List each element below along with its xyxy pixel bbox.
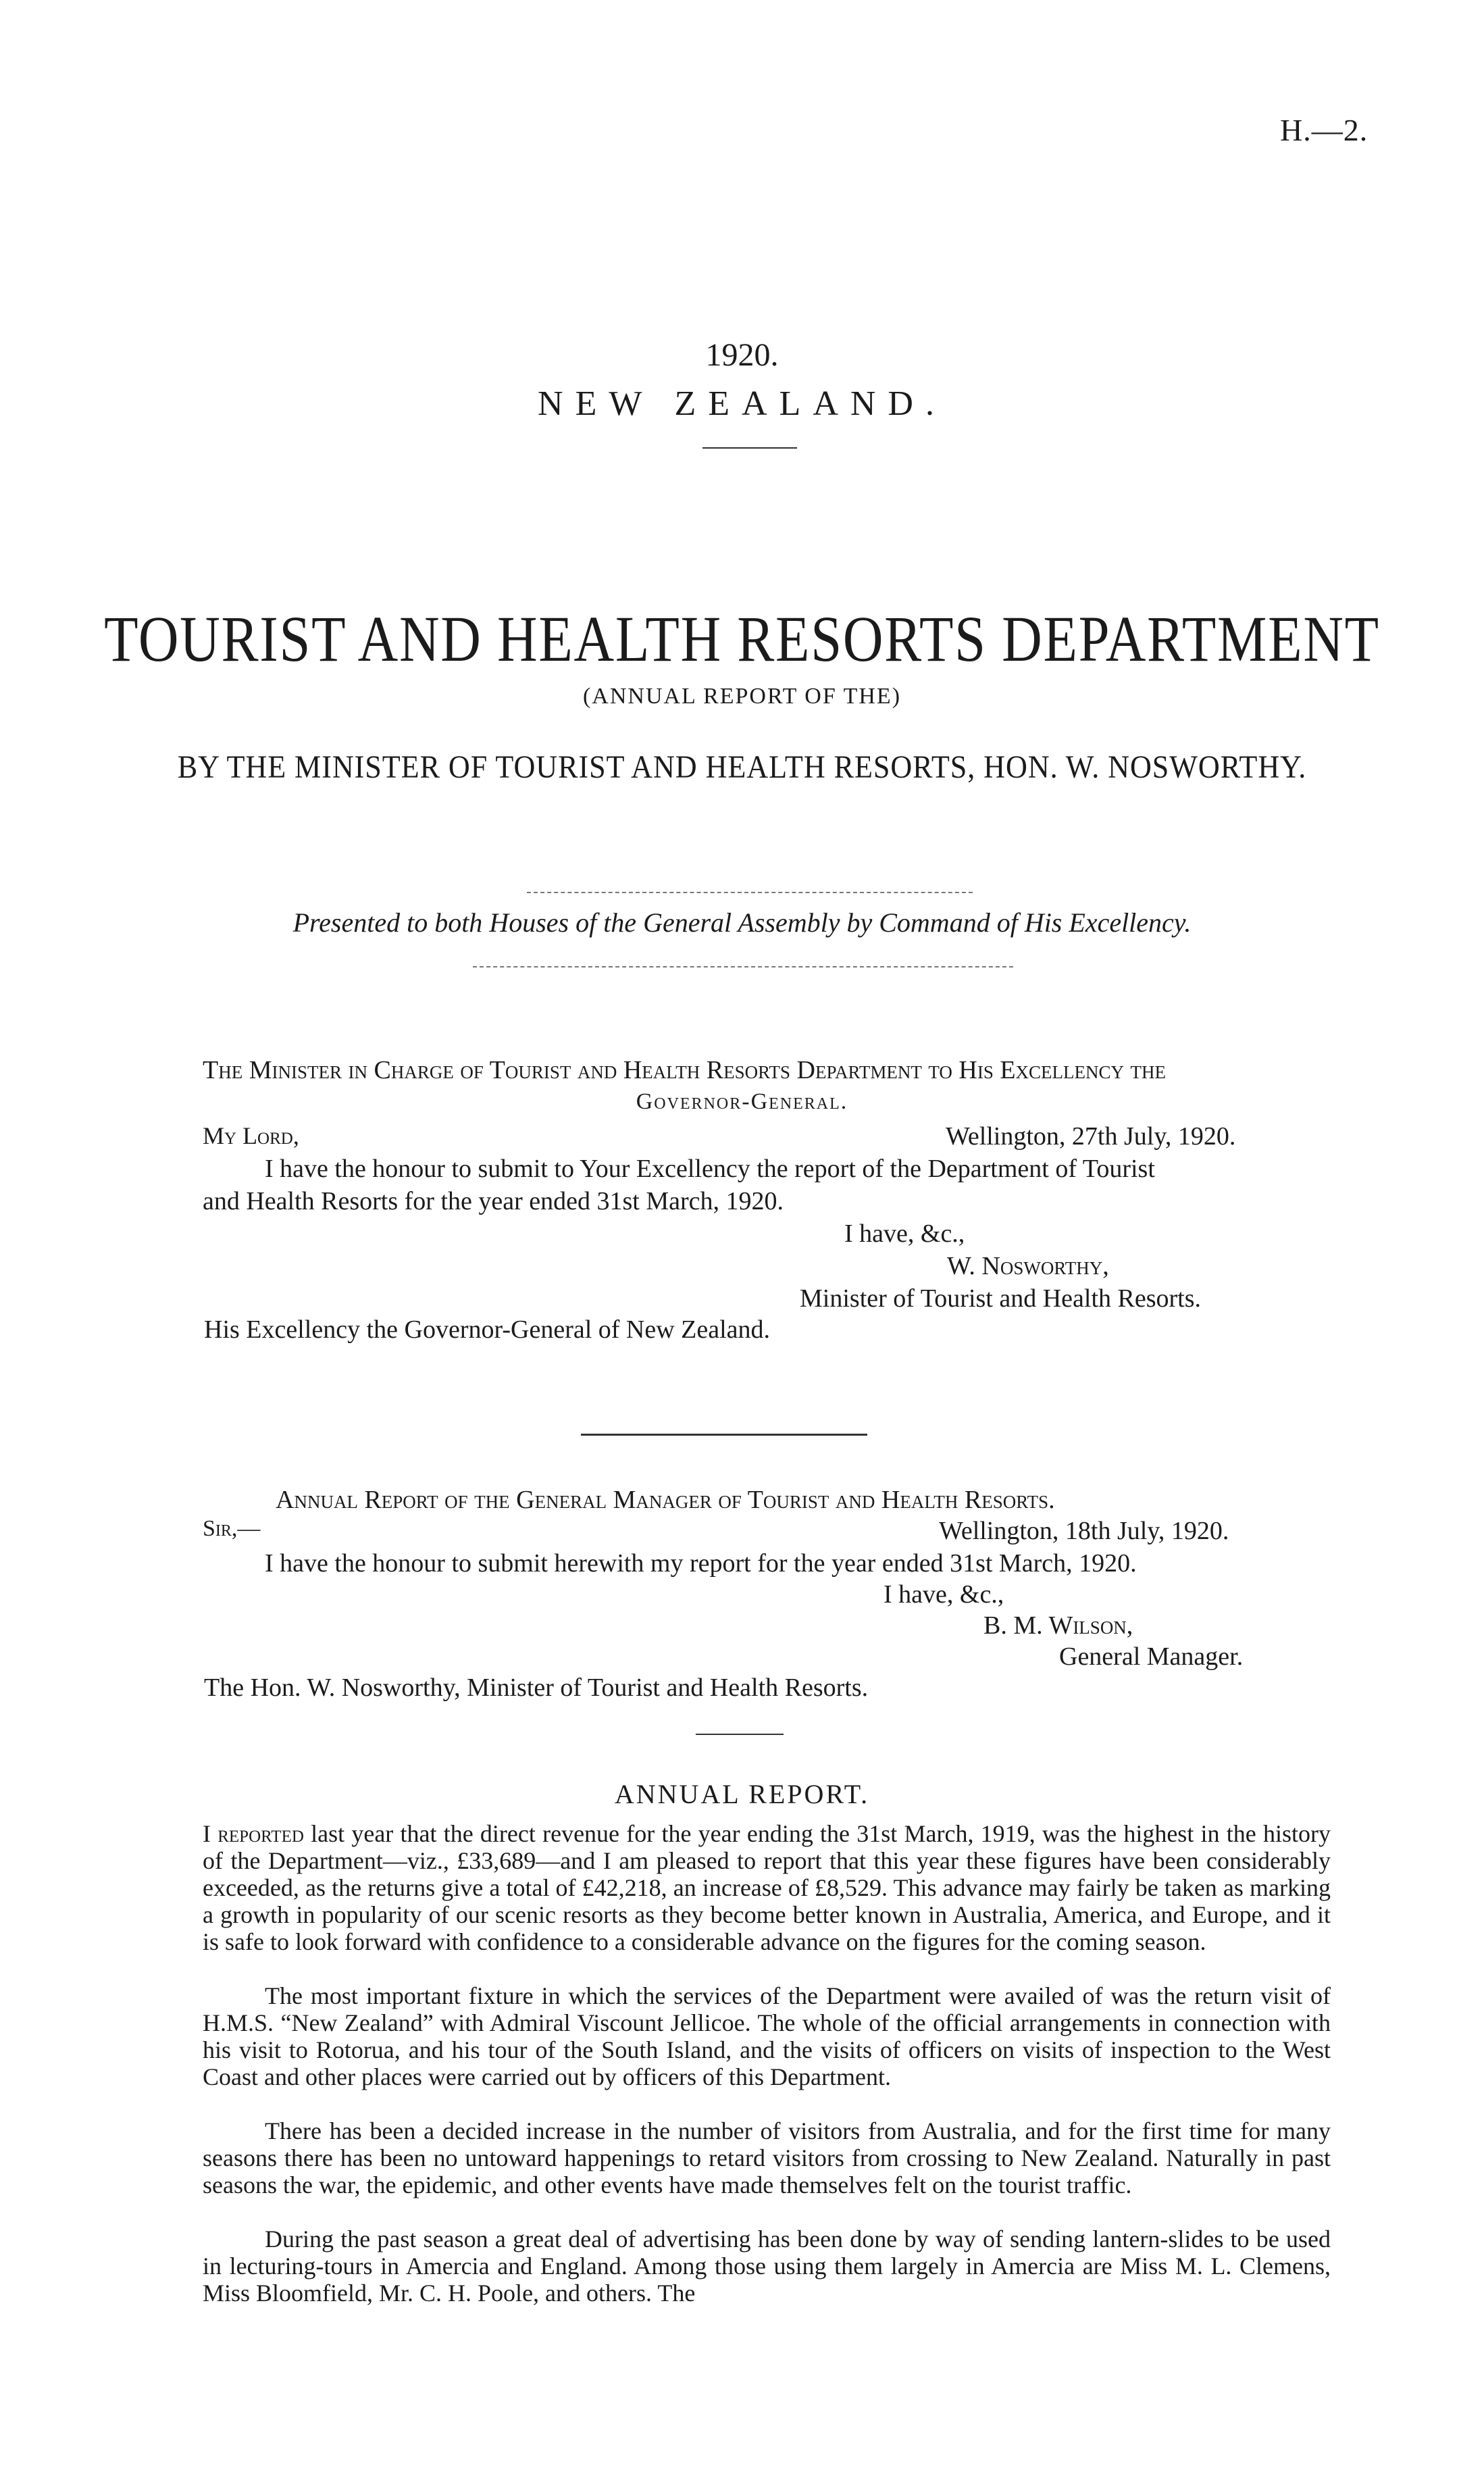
divider-dashed-top bbox=[527, 892, 973, 893]
letter1-body-line1: I have the honour to submit to Your Excellency the report of the Department of Tourist bbox=[265, 1155, 1155, 1183]
section-divider bbox=[581, 1434, 867, 1436]
letter2-heading: Annual Report of the General Manager of Tourist and Health Resorts. bbox=[276, 1486, 1055, 1514]
letter2-signer: B. M. Wilson, bbox=[983, 1611, 1133, 1640]
letter1-signer: W. Nosworthy, bbox=[947, 1252, 1109, 1280]
letter1-body-line2: and Health Resorts for the year ended 31st March, 1920. bbox=[203, 1187, 784, 1215]
presented-note: Presented to both Houses of the General Assembly by Command of His Excellency. bbox=[292, 907, 1192, 938]
letter1-heading-cont: Governor-General. bbox=[636, 1089, 848, 1114]
report-title: TOURIST AND HEALTH RESORTS DEPARTMENT bbox=[104, 603, 1380, 675]
letter1-signer-title: Minister of Tourist and Health Resorts. bbox=[800, 1284, 1202, 1313]
report-subtitle: (ANNUAL REPORT OF THE) bbox=[582, 684, 902, 709]
country-heading: NEW ZEALAND. bbox=[538, 384, 946, 423]
letter2-signer-title: General Manager. bbox=[1059, 1642, 1244, 1671]
letter2-date: Wellington, 18th July, 1920. bbox=[939, 1517, 1229, 1545]
report-paragraph-2: The most important fixture in which the services of the Department were availed of was the return visit of H.M.S. “New Zealand” with Admiral Viscount Jellicoe. The whole of the official arrangements in connection with his visit to Rotorua, and his tour of the South Island, and the visits of officers on visits of inspection to the West Coast and other places were carried out by officers of this Department. bbox=[203, 1982, 1331, 2090]
letter1-salutation: My Lord, bbox=[203, 1122, 299, 1149]
report-paragraph-1 bbox=[203, 1820, 1331, 1955]
letter2-closing: I have, &c., bbox=[884, 1580, 1004, 1609]
page-reference: H.—2. bbox=[1280, 113, 1368, 147]
annual-report-heading: ANNUAL REPORT. bbox=[614, 1779, 870, 1809]
letter2-addressee: The Hon. W. Nosworthy, Minister of Tourist and Health Resorts. bbox=[204, 1674, 869, 1702]
letter1-heading: The Minister in Charge of Tourist and Health Resorts Department to His Excellency the bbox=[203, 1056, 1167, 1084]
report-paragraph-4: During the past season a great deal of advertising has been done by way of sending lantern-slides to be used in lecturing-tours in Amercia and England. Among those using them largely in Amercia are Miss M. L. Clemens, Miss Bloomfield, Mr. C. H. Poole, and others. The bbox=[203, 2225, 1331, 2307]
divider-short bbox=[702, 447, 797, 449]
report-lead-in: I reported bbox=[203, 1820, 304, 1847]
report-paragraph-3: There has been a decided increase in the number of visitors from Australia, and for the first time for many seasons there has been no untoward happenings to retard visitors from crossing to New Zealand. Naturally in past seasons the war, the epidemic, and other events have made themselves felt on the tourist traffic. bbox=[203, 2117, 1331, 2198]
letter1-date: Wellington, 27th July, 1920. bbox=[946, 1122, 1236, 1151]
report-divider bbox=[696, 1734, 784, 1735]
report-paragraph-1-text: last year that the direct revenue for the year ending the 31st March, 1919, was the highest in the history of the Department—viz., £33,689—and I am pleased to report that this year these figures have been considerably exceeded, as the returns give a total of £42,218, an increase of £8,529. This advance may fairly be taken as marking a growth in popularity of our scenic resorts as they become better known in Australia, America, and Europe, and it is safe to look forward with confidence to a considerable advance on the figures for the coming season. bbox=[203, 1820, 1331, 1955]
year: 1920. bbox=[705, 337, 779, 373]
letter1-addressee: His Excellency the Governor-General of New Zealand. bbox=[204, 1315, 771, 1344]
byline: BY THE MINISTER OF TOURIST AND HEALTH RESORTS, HON. W. NOSWORTHY. bbox=[177, 749, 1307, 785]
letter2-body: I have the honour to submit herewith my report for the year ended 31st March, 1920. bbox=[265, 1549, 1137, 1578]
letter1-closing: I have, &c., bbox=[844, 1219, 965, 1248]
letter2-salutation: Sir,— bbox=[203, 1516, 261, 1541]
divider-dashed-bottom bbox=[473, 966, 1013, 967]
